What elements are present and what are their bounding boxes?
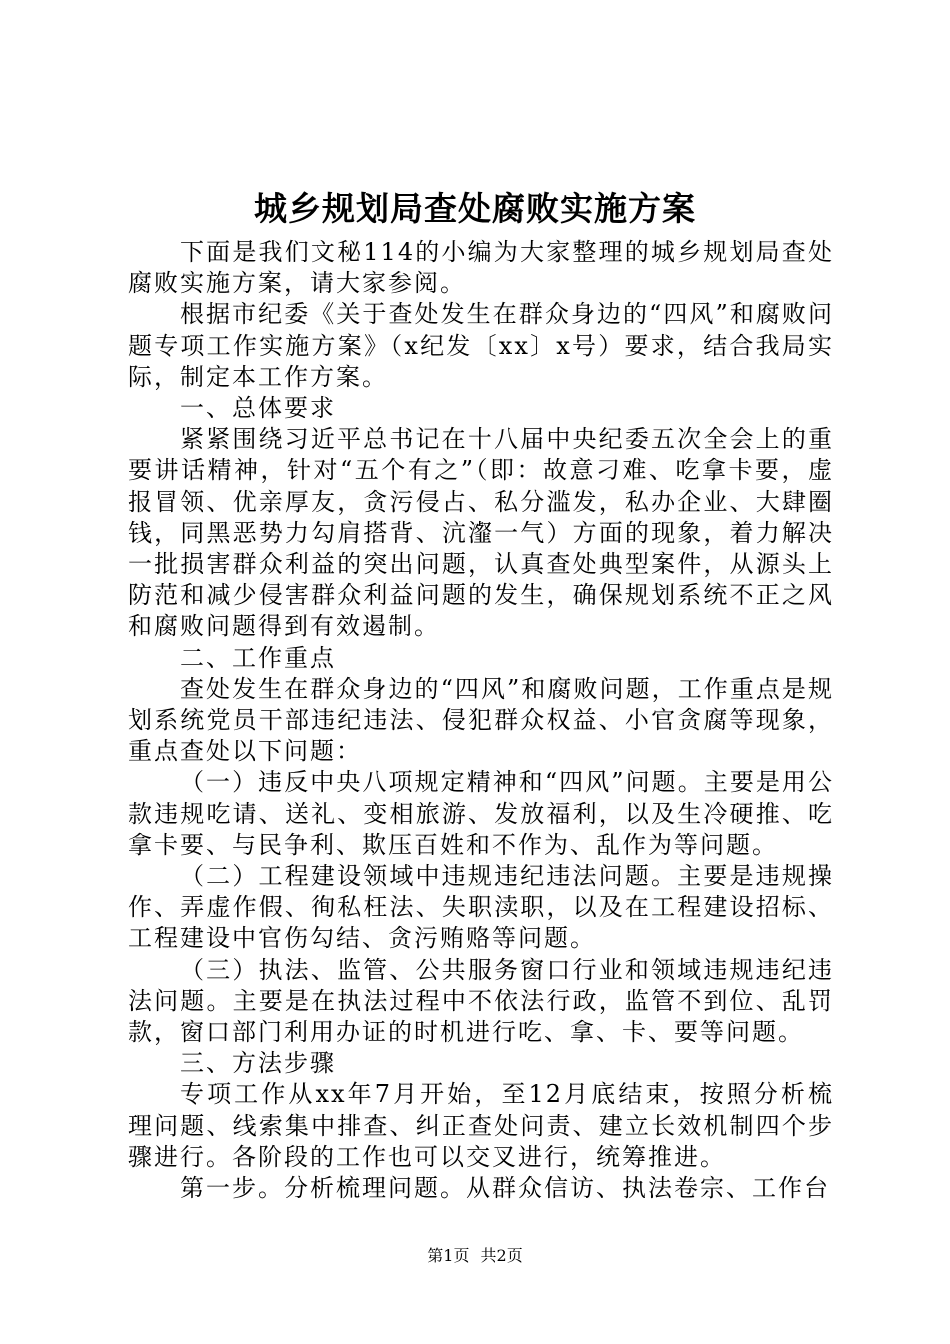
paragraph-step-1: 第一步。分析梳理问题。从群众信访、执法卷宗、工作台 <box>180 1174 830 1203</box>
page-footer <box>0 1245 950 1267</box>
document-title: 城乡规划局查处腐败实施方案 <box>254 189 696 228</box>
paragraph-schedule: 专项工作从xx年7月开始，至12月底结束，按照分析梳理问题、线索集中排查、纠正查处问责、建立长效机制四个步骤进行。各阶段的工作也可以交叉进行，统筹推进。 <box>128 1080 834 1171</box>
section-heading-2: 二、工作重点 <box>180 643 336 672</box>
paragraph-basis: 根据市纪委《关于查处发生在群众身边的“四风”和腐败问题专项工作实施方案》（x纪发〔xx〕x号）要求，结合我局实际，制定本工作方案。 <box>128 300 834 391</box>
paragraph-item-1: （一）违反中央八项规定精神和“四风”问题。主要是用公款违规吃请、送礼、变相旅游、发放福利，以及生冷硬推、吃拿卡要、与民争利、欺压百姓和不作为、乱作为等问题。 <box>128 768 834 859</box>
paragraph-requirements: 紧紧围绕习近平总书记在十八届中央纪委五次全会上的重要讲话精神，针对“五个有之”（即：故意刁难、吃拿卡要，虚报冒领、优亲厚友，贪污侵占、私分滥发，私办企业、大肆圈钱，同黑恶势力勾肩搭背、沆瀣一气）方面的现象，着力解决一批损害群众利益的突出问题，认真查处典型案件，从源头上防范和减少侵害群众利益问题的发生，确保规划系统不正之风和腐败问题得到有效遏制。 <box>128 425 834 641</box>
paragraph-item-3: （三）执法、监管、公共服务窗口行业和领域违规违纪违法问题。主要是在执法过程中不依法行政，监管不到位、乱罚款，窗口部门利用办证的时机进行吃、拿、卡、要等问题。 <box>128 955 834 1047</box>
paragraph-item-2: （二）工程建设领域中违规违纪违法问题。主要是违规操作、弄虚作假、徇私枉法、失职渎职，以及在工程建设招标、工程建设中官伤勾结、贪污贿赂等问题。 <box>128 862 834 953</box>
page-number: 第1页 <box>427 1246 470 1265</box>
paragraph-focus: 查处发生在群众身边的“四风”和腐败问题，工作重点是规划系统党员干部违纪违法、侵犯群众权益、小官贪腐等现象，重点查处以下问题： <box>128 674 834 766</box>
document-body <box>128 237 834 1204</box>
page-total: 共2页 <box>480 1246 523 1265</box>
section-heading-1: 一、总体要求 <box>180 394 336 423</box>
section-heading-3: 三、方法步骤 <box>180 1049 336 1078</box>
paragraph-intro: 下面是我们文秘114的小编为大家整理的城乡规划局查处腐败实施方案，请大家参阅。 <box>128 238 834 298</box>
